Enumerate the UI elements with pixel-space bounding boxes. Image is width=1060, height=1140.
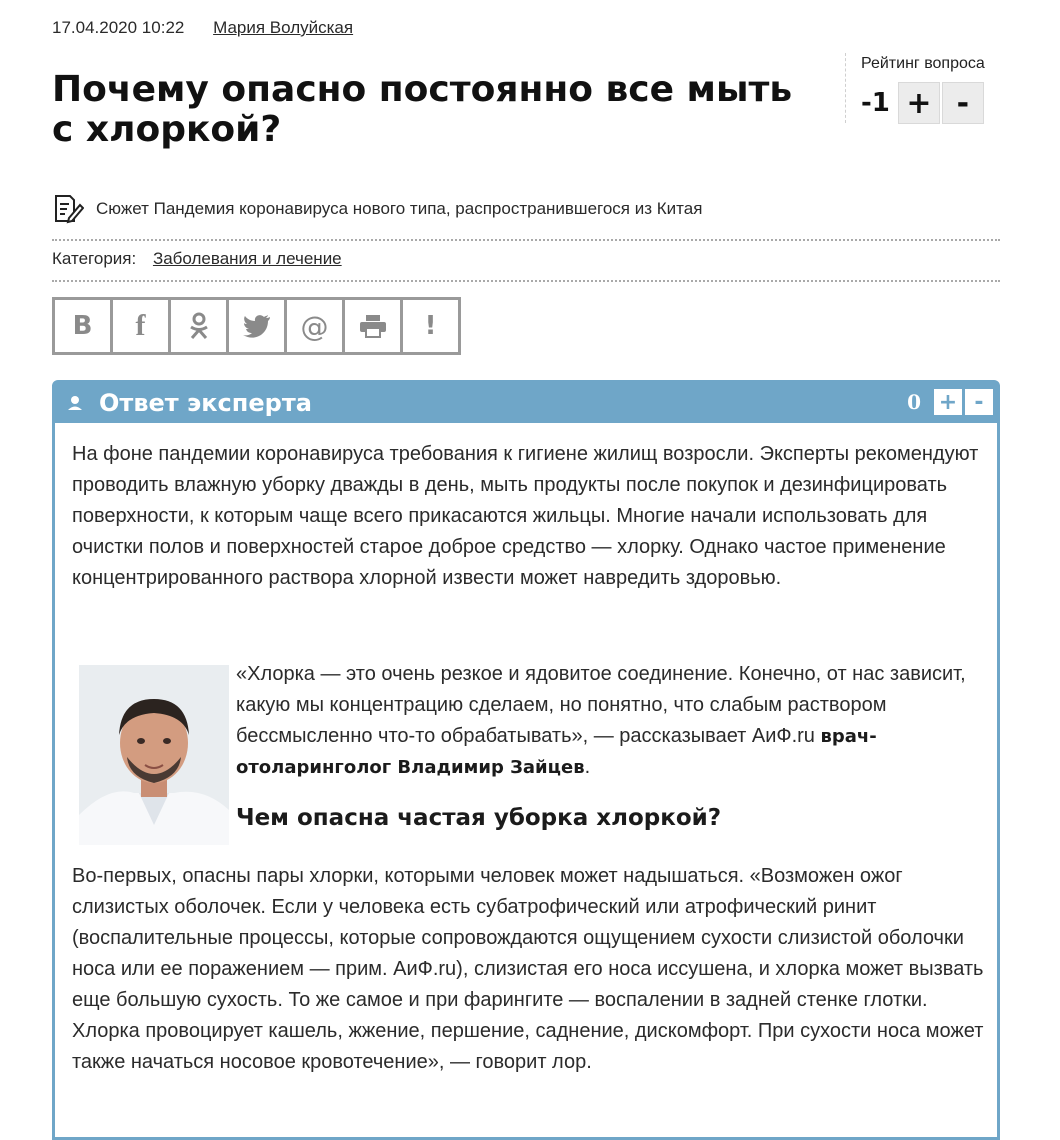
- person-icon: [65, 393, 85, 413]
- share-facebook-button[interactable]: [113, 300, 171, 352]
- share-twitter-button[interactable]: [229, 300, 287, 352]
- share-vk-button[interactable]: [55, 300, 113, 352]
- report-icon: !: [424, 311, 437, 341]
- publish-date: 17.04.2020 10:22: [52, 18, 185, 37]
- vk-icon: B: [72, 311, 93, 341]
- email-icon: @: [300, 309, 329, 343]
- rating-label: Рейтинг вопроса: [861, 55, 985, 72]
- category-link[interactable]: Заболевания и лечение: [152, 249, 342, 268]
- divider: [52, 280, 1000, 282]
- section-subheading: Чем опасна частая уборка хлоркой?: [236, 805, 722, 831]
- quote-author: врач-отоларинголог Владимир Зайцев: [236, 726, 877, 778]
- facebook-icon: f: [135, 309, 146, 342]
- expert-portrait-image: [79, 665, 229, 845]
- article-meta: [52, 18, 353, 38]
- print-icon: [359, 314, 387, 338]
- answer-rating: [907, 389, 993, 415]
- rating-plus-button[interactable]: +: [898, 82, 940, 124]
- answer-minus-button[interactable]: -: [965, 389, 993, 415]
- category-label: Категория:: [52, 249, 137, 268]
- author-link[interactable]: Мария Волуйская: [213, 18, 354, 37]
- share-bar: [52, 297, 461, 355]
- expert-answer-header: [55, 383, 997, 423]
- quote-text: «Хлорка — это очень резкое и ядовитое соединение. Конечно, от нас зависит, какую мы концентрацию сделаем, но понятно, что слабым раствором бессмысленно что-то обрабатывать», — рассказывает АиФ.ru: [236, 663, 966, 747]
- answer-plus-button[interactable]: +: [934, 389, 962, 415]
- expert-answer: [52, 380, 1000, 1140]
- answer-paragraph: На фоне пандемии коронавируса требования к гигиене жилищ возросли. Эксперты рекомендуют проводить влажную уборку дважды в день, мыть продукты после покупок и дезинфицировать поверхности, к которым чаще всего прикасаются жильцы. Многие начали использовать для очистки полов и поверхностей старое доброе средство — хлорку. Однако частое применение концентрированного раствора хлорной извести может навредить здоровью.: [72, 443, 979, 589]
- share-odnoklassniki-button[interactable]: [171, 300, 229, 352]
- document-pen-icon: [52, 193, 84, 225]
- expert-photo: [79, 665, 229, 845]
- expert-quote: [236, 659, 976, 783]
- rating-minus-button[interactable]: -: [942, 82, 984, 124]
- report-error-button[interactable]: [403, 300, 458, 352]
- category-line: [52, 249, 342, 269]
- quote-end: .: [584, 756, 591, 778]
- story-text[interactable]: Сюжет Пандемия коронавируса нового типа, распространившегося из Китая: [96, 199, 703, 218]
- story-line: [52, 193, 702, 225]
- divider: [52, 239, 1000, 241]
- rating-value: -1: [861, 88, 890, 118]
- print-button[interactable]: [345, 300, 403, 352]
- expert-answer-title: Ответ эксперта: [99, 389, 312, 417]
- page-title: Почему опасно постоянно все мыть с хлоркой?: [52, 69, 793, 150]
- odnoklassniki-icon: [188, 312, 210, 340]
- answer-rating-value: 0: [907, 390, 921, 414]
- share-email-button[interactable]: [287, 300, 345, 352]
- twitter-icon: [243, 314, 271, 338]
- question-rating: [845, 53, 986, 123]
- answer-paragraph: Во-первых, опасны пары хлорки, которыми человек может надышаться. «Возможен ожог слизистых оболочек. Если у человека есть субатрофический или атрофический ринит (воспалительные процессы, которые сопровождаются ощущением сухости слизистой оболочки носа или ее поражением — прим. АиФ.ru), слизистая его носа иссушена, и хлорка может вызвать еще большую сухость. То же самое и при фарингите — воспалении в задней стенке глотки. Хлорка провоцирует кашель, жжение, першение, саднение, дискомфорт. При сухости носа может также начаться носовое кровотечение», — говорит лор.: [72, 865, 984, 1073]
